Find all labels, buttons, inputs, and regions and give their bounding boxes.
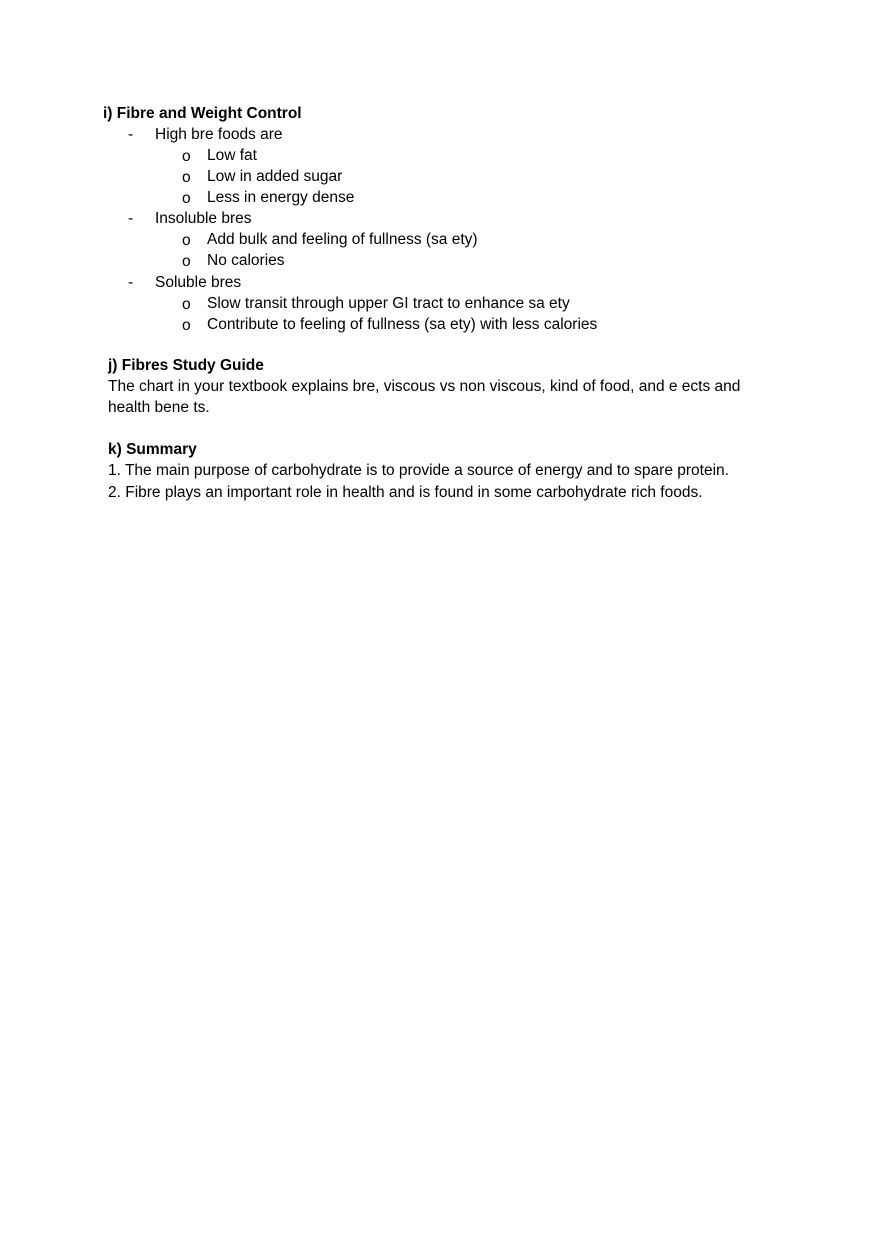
section-j-heading: j) Fibres Study Guide — [108, 357, 264, 374]
section-i-heading: i) Fibre and Weight Control — [103, 105, 302, 122]
dash-bullet: - — [128, 210, 134, 227]
circle-bullet: o — [182, 190, 191, 207]
group-label-insoluble: Insoluble bres — [155, 210, 252, 227]
list-item: Slow transit through upper GI tract to enhance sa ety — [207, 295, 570, 312]
list-item: Low fat — [207, 147, 257, 164]
list-item: Contribute to feeling of fullness (sa ety) with less calories — [207, 316, 598, 333]
circle-bullet: o — [182, 232, 191, 249]
list-item: Less in energy dense — [207, 189, 355, 206]
paragraph-line: health bene ts. — [108, 399, 210, 416]
circle-bullet: o — [182, 148, 191, 165]
group-label-high-fibre: High bre foods are — [155, 126, 283, 143]
paragraph-line: The chart in your textbook explains bre, viscous vs non viscous, kind of food, and e ects and — [108, 378, 741, 395]
summary-line: 1. The main purpose of carbohydrate is to provide a source of energy and to spare protein. — [108, 462, 729, 479]
circle-bullet: o — [182, 317, 191, 334]
summary-line: 2. Fibre plays an important role in health and is found in some carbohydrate rich foods. — [108, 484, 703, 501]
list-item: Add bulk and feeling of fullness (sa ety) — [207, 231, 478, 248]
circle-bullet: o — [182, 296, 191, 313]
dash-bullet: - — [128, 126, 134, 143]
list-item: Low in added sugar — [207, 168, 343, 185]
dash-bullet: - — [128, 274, 134, 291]
circle-bullet: o — [182, 169, 191, 186]
group-label-soluble: Soluble bres — [155, 274, 242, 291]
circle-bullet: o — [182, 253, 191, 270]
list-item: No calories — [207, 252, 285, 269]
section-k-heading: k) Summary — [108, 441, 197, 458]
